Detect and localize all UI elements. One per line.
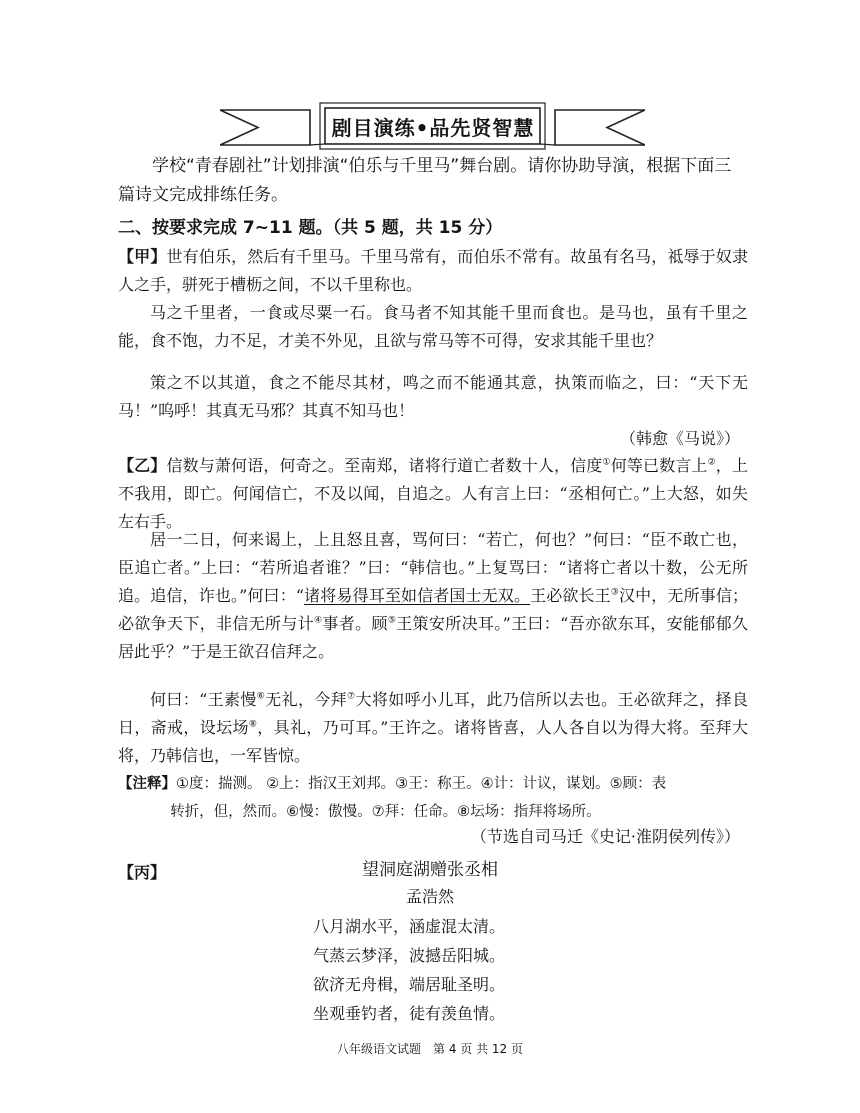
- banner-title: 剧目演练•品先贤智慧: [331, 116, 535, 140]
- poem-line: 气蒸云梦泽，波撼岳阳城。: [313, 946, 506, 965]
- yi-paragraph-3: [118, 686, 748, 770]
- yi-p2-text-c: 汉中，无所事信；必欲争天下，非信无所与计: [118, 586, 748, 633]
- notes-text-1: ①度：揣测。 ②上：指汉王刘邦。③王：称王。④计：计议，谋划。⑤顾：表: [176, 776, 667, 792]
- poem-author: 孟浩然: [405, 887, 454, 906]
- notes-tag: 【注释】: [118, 776, 176, 792]
- yi-tag: 【乙】: [118, 456, 167, 475]
- yi-p3-text-d: ，具礼，乃可耳。”王许之。诸将皆喜，人人各自以为得大将。至拜大将，乃韩信也，一军皆惊。: [118, 718, 748, 765]
- intro-text: 学校“青春剧社”计划排演“伯乐与千里马”舞台剧。请你协助导演，根据下面三篇诗文完成排练任务。: [118, 156, 732, 205]
- note-marker-8: ⑧: [248, 719, 258, 730]
- annotations: [118, 770, 748, 826]
- yi-p1-text-b: 何等已数言上: [610, 456, 708, 475]
- yi-p1-text-a: 信数与萧何语，何奇之。至南郑，诸将行道亡者数十人，信度: [166, 456, 603, 475]
- yi-p2-text-d: 事者。顾: [322, 614, 388, 633]
- poem-line: 八月湖水平，涵虚混太清。: [313, 917, 506, 936]
- jia-p1-text: 世有伯乐，然后有千里马。千里马常有，而伯乐不常有。故虽有名马，祗辱于奴隶人之手，骈死于槽枥之间，不以千里称也。: [118, 247, 748, 294]
- yi-p3-text-c: 大将如呼小儿耳，此乃信所以去也。王必欲拜之，择良日，斋戒，设坛场: [118, 690, 748, 737]
- yi-p1-text-c: ，上不我用，即亡。何闻信亡，不及以闻，自追之。人有言上曰：“丞相何亡。”上大怒，如失左右手。: [118, 456, 748, 531]
- yi-paragraph-2: [118, 526, 748, 666]
- note-marker-6: ⑥: [256, 691, 266, 702]
- jia-paragraph-2: 马之千里者，一食或尽粟一石。食马者不知其能千里而食也。是马也，虽有千里之能，食不饱，力不足，才美不外见，且欲与常马等不可得，安求其能千里也？: [118, 303, 748, 350]
- poem-title: 望洞庭湖赠张丞相: [362, 860, 498, 880]
- note-marker-7: ⑦: [347, 691, 356, 702]
- yi-paragraph-1: [118, 452, 748, 536]
- notes-line-1: [118, 770, 748, 798]
- bing-tag: 【丙】: [118, 863, 167, 882]
- jia-paragraph-1: [118, 243, 748, 299]
- jia-paragraph-3: 策之不以其道，食之不能尽其材，鸣之而不能通其意，执策而临之，曰：“天下无马！”呜呼！其真无马邪？其真不知马也！: [118, 373, 748, 420]
- note-marker-5: ⑤: [387, 615, 397, 626]
- task-heading: 二、按要求完成 7~11 题。（共 5 题，共 15 分）: [118, 218, 503, 238]
- yi-p2-text-a: 居一二日，何来谒上，上且怒且喜，骂何曰：“若亡，何也？”何曰：“臣不敢亡也，臣追亡者。”上曰：“若所追者谁？”曰：“韩信也。”上复骂曰：“诸将亡者以十数，公无所追。追信，诈也。”何曰：“: [118, 530, 748, 605]
- note-marker-3: ③: [610, 587, 620, 598]
- note-marker-2: ②: [707, 457, 716, 468]
- note-marker-1: ①: [602, 457, 611, 468]
- page-footer: 八年级语文试题 第 4 页 共 12 页: [337, 1042, 523, 1056]
- poem-line: 欲济无舟楫，端居耻圣明。: [313, 975, 506, 994]
- note-marker-4: ④: [314, 615, 323, 626]
- yi-p2-text-e: 王策安所决耳。”王曰：“吾亦欲东耳，安能郁郁久居此乎？”于是王欲召信拜之。: [118, 614, 748, 661]
- yi-p2-text-b: 王必欲长王: [530, 586, 611, 605]
- underlined-sentence: 诸将易得耳至如信者国士无双。: [304, 586, 531, 605]
- poem-body: [313, 912, 505, 1028]
- yi-p3-text-a: 何曰：“王素慢: [150, 690, 257, 709]
- section-banner: [220, 100, 645, 160]
- jia-tag: 【甲】: [118, 247, 167, 266]
- notes-line-2: 转折，但，然而。⑥慢：傲慢。⑦拜：任命。⑧坛场：指拜将场所。: [170, 804, 601, 820]
- yi-source: （节选自司马迁《史记·淮阴侯列传》）: [470, 827, 740, 846]
- poem-line: 坐观垂钓者，徒有羡鱼情。: [313, 1004, 506, 1023]
- jia-source: （韩愈《马说》）: [619, 429, 740, 448]
- yi-p3-text-b: 无礼，今拜: [265, 690, 348, 709]
